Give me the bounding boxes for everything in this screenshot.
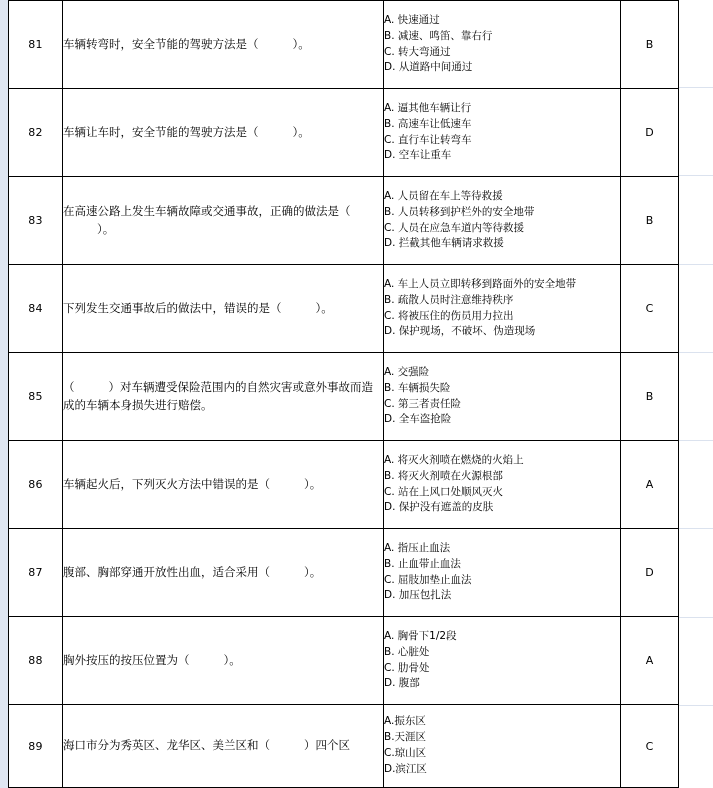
question-number-cell: 81: [9, 1, 63, 89]
option-item[interactable]: A. 车上人员立即转移到路面外的安全地带: [384, 277, 577, 290]
table-row: [9, 89, 679, 177]
options-cell: [384, 177, 621, 265]
question-stem-prefix: 海口市分为秀英区、龙华区、美兰区和（: [63, 738, 270, 753]
option-item[interactable]: D. 空车让重车: [384, 149, 452, 162]
option-item[interactable]: A. 快速通过: [384, 13, 440, 26]
options-cell: [384, 1, 621, 89]
question-number-cell: 85: [9, 353, 63, 441]
options-cell: [384, 617, 621, 705]
answer-cell: C: [621, 705, 679, 788]
option-item[interactable]: C. 人员在应急车道内等待救援: [384, 221, 525, 234]
option-item[interactable]: D. 从道路中间通过: [384, 61, 473, 74]
answer-cell: D: [621, 529, 679, 617]
question-number-cell: 89: [9, 705, 63, 788]
question-number-cell: 82: [9, 89, 63, 177]
answer-cell: D: [621, 89, 679, 177]
option-item[interactable]: B. 高速车让低速车: [384, 117, 472, 130]
left-gutter-strip: [0, 0, 8, 788]
table-row: [9, 529, 679, 617]
option-item[interactable]: C. 转大弯通过: [384, 45, 451, 58]
question-stem-prefix: 车辆让车时，安全节能的驾驶方法是（: [63, 124, 259, 139]
question-text-cell: [63, 177, 384, 265]
question-text-cell: [63, 265, 384, 353]
table-row: [9, 265, 679, 353]
option-item[interactable]: A. 人员留在车上等待救援: [384, 189, 503, 202]
ghost-rule: [679, 175, 713, 176]
question-stem-suffix: ）。: [223, 652, 241, 667]
options-cell: [384, 529, 621, 617]
option-item[interactable]: D. 加压包扎法: [384, 589, 452, 602]
option-item[interactable]: B. 心脏处: [384, 645, 430, 658]
question-number-cell: 84: [9, 265, 63, 353]
option-item[interactable]: B. 车辆损失险: [384, 381, 451, 394]
option-item[interactable]: B. 减速、鸣笛、靠右行: [384, 29, 493, 42]
option-item[interactable]: D. 拦截其他车辆请求救援: [384, 237, 504, 250]
question-number-cell: 83: [9, 177, 63, 265]
ghost-rule: [679, 705, 713, 706]
option-item[interactable]: C. 直行车让转弯车: [384, 133, 472, 146]
option-item[interactable]: C. 将被压住的伤员用力拉出: [384, 309, 514, 322]
ghost-rule: [679, 264, 713, 265]
question-stem-prefix: 腹部、胸部穿通开放性出血，适合采用（: [63, 564, 270, 579]
question-stem-suffix: ）。: [292, 124, 310, 139]
question-stem-suffix: ）。: [292, 36, 310, 51]
question-text-cell: [63, 1, 384, 89]
option-item[interactable]: A. 胸骨下1/2段: [384, 629, 457, 642]
options-cell: [384, 441, 621, 529]
question-text-cell: [63, 441, 384, 529]
options-cell: [384, 265, 621, 353]
answer-cell: B: [621, 1, 679, 89]
question-number-cell: 86: [9, 441, 63, 529]
ghost-rule: [679, 352, 713, 353]
question-stem-prefix: 车辆起火后，下列灭火方法中错误的是（: [63, 476, 270, 491]
question-text-cell: [63, 617, 384, 705]
option-item[interactable]: D. 保护没有遮盖的皮肤: [384, 501, 494, 514]
table-row: [9, 617, 679, 705]
question-stem-prefix: 胸外按压的按压位置为（: [63, 652, 190, 667]
answer-cell: C: [621, 265, 679, 353]
answer-cell: B: [621, 353, 679, 441]
option-item[interactable]: B. 止血带止血法: [384, 557, 461, 570]
question-stem-suffix: ）。: [97, 221, 115, 236]
question-text-cell: [63, 89, 384, 177]
option-item[interactable]: A. 将灭火剂喷在燃烧的火焰上: [384, 453, 524, 466]
table-row: [9, 353, 679, 441]
options-cell: [384, 89, 621, 177]
option-item[interactable]: A. 交强险: [384, 365, 430, 378]
question-text-cell: [63, 353, 384, 441]
ghost-rule: [679, 617, 713, 618]
question-stem-suffix: ）。: [304, 564, 322, 579]
option-item[interactable]: B. 人员转移到护栏外的安全地带: [384, 205, 535, 218]
table-row: [9, 177, 679, 265]
question-stem-prefix: 下列发生交通事故后的做法中，错误的是（: [63, 300, 282, 315]
option-item[interactable]: C. 站在上风口处顺风灭火: [384, 485, 504, 498]
option-item[interactable]: B. 疏散人员时注意维持秩序: [384, 293, 514, 306]
answer-cell: A: [621, 441, 679, 529]
answer-cell: A: [621, 617, 679, 705]
question-table: [8, 0, 679, 788]
question-stem-prefix: 车辆转弯时，安全节能的驾驶方法是（: [63, 36, 259, 51]
question-stem-prefix: （: [63, 379, 75, 394]
answer-cell: B: [621, 177, 679, 265]
option-item[interactable]: D. 保护现场，不破坏、伪造现场: [384, 325, 536, 338]
option-item[interactable]: A.振东区: [384, 715, 426, 728]
option-item[interactable]: A. 指压止血法: [384, 541, 451, 554]
question-stem-suffix: ）。: [315, 300, 333, 315]
option-item[interactable]: B. 将灭火剂喷在火源根部: [384, 469, 503, 482]
question-stem-suffix: ）对车辆遭受保险范围内的自然灾害或意外事故而造成的车辆本身损失进行赔偿。: [63, 379, 373, 412]
question-number-cell: 88: [9, 617, 63, 705]
question-number-cell: 87: [9, 529, 63, 617]
question-stem-suffix: ）。: [304, 476, 322, 491]
ghost-rule: [679, 87, 713, 88]
option-item[interactable]: C. 屈肢加垫止血法: [384, 573, 472, 586]
option-item[interactable]: C.琼山区: [384, 747, 427, 759]
option-item[interactable]: D. 全车盗抢险: [384, 413, 452, 426]
option-item[interactable]: D. 腹部: [384, 677, 420, 690]
option-item[interactable]: B.天涯区: [384, 731, 427, 744]
options-cell: [384, 705, 621, 788]
question-stem-suffix: ）四个区: [304, 738, 350, 753]
options-cell: [384, 353, 621, 441]
right-margin-area: [679, 0, 713, 788]
ghost-rule: [679, 440, 713, 441]
question-stem-prefix: 在高速公路上发生车辆故障或交通事故，正确的做法是（: [63, 203, 351, 218]
option-item[interactable]: C. 第三者责任险: [384, 397, 462, 410]
table-row: [9, 441, 679, 529]
table-row: [9, 1, 679, 89]
question-text-cell: [63, 705, 384, 788]
ghost-rule: [679, 528, 713, 529]
question-text-cell: [63, 529, 384, 617]
option-item[interactable]: D.滨江区: [384, 762, 427, 775]
option-item[interactable]: A. 逼其他车辆让行: [384, 101, 472, 114]
table-row: [9, 705, 679, 788]
option-item[interactable]: C. 肋骨处: [384, 661, 430, 674]
